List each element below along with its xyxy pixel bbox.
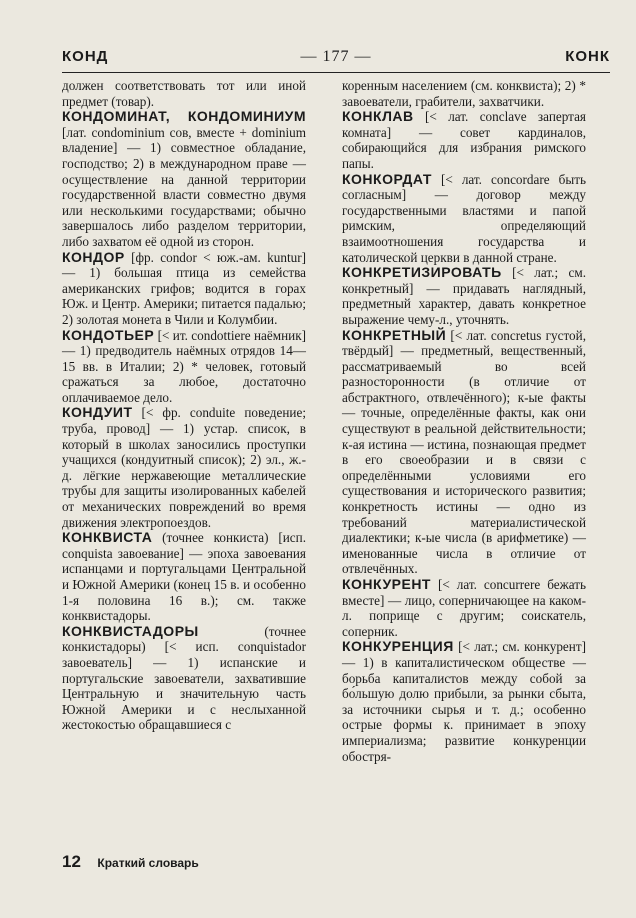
page-header [62,48,610,74]
entry-headword: КОНДОТЬЕР [62,326,155,343]
dictionary-entry [342,639,586,764]
entry-definition: [< ит. condottiere наёмник] — 1) предводитель наёмных отрядов 14—15 вв. в Италии; 2) * человек, готовый сражаться за любое, достаточно оплачиваемое дело. [62,327,306,405]
dictionary-entry [62,78,306,109]
entry-definition: (точнее конкиста) [исп. conquista завоевание] — эпоха завоевания испанцами и португальцами Центральной и Южной Америки (конец 15 в. и особенно 1-я половина 16 в.); см. также конквистадоры. [62,530,306,624]
dictionary-entry [62,109,306,249]
entry-definition: (точнее конкистадоры) [< исп. conquistador завоеватель] — 1) испанские и португальские завоеватели, захватившие Центральную и значительную часть Южной Америки и с неслыханной жестокостью обращавшиеся с [62,623,306,733]
dictionary-entry [342,109,586,171]
entry-definition: [< лат. concurrere бежать вместе] — лицо, соперничающее на каком-л. поприще с другим; соискатель, соперник. [342,577,586,639]
entry-headword: КОНДУИТ [62,404,133,421]
entry-headword: КОНКЛАВ [342,108,414,125]
entry-definition: [< лат.; см. конкретный] — придавать наглядный, предметный характер, давать конкретное выражение чему-л., уточнять. [342,265,587,327]
entry-definition: [< лат.; см. конкурент] — 1) в капиталистическом обществе — борьба капиталистов между собой за бо́льшую долю прибыли, за рынки сбыта, за источники сырья и т. д.; особенно острые формы к. принимает в эпоху империализма; развитие конкуренции обостря- [342,639,586,764]
dictionary-entry [342,172,586,266]
header-left-guideword: КОНД [62,48,109,65]
entry-headword: КОНКРЕТНЫЙ [342,326,447,343]
footer-book-title: Краткий словарь [97,856,199,870]
header-rule [62,72,610,73]
header-right-guideword: КОНК [565,48,610,65]
entry-definition: [< лат. conclave запертая комната] — совет кардиналов, собирающийся для избрания римского папы. [342,109,586,171]
entry-definition: [< фр. conduite поведение; труба, провод] — 1) устар. список, в который в школах заносились проступки учащихся (кондуитный список); 2) эл., ж.-д. лёгкие нержавеющие металлические трубы для защиты изолированных кабелей от механических повреждений во время движения электропоездов. [62,405,306,530]
dictionary-entry [62,530,306,624]
entry-definition: [лат. condominium сов, вместе + dominium владение] — 1) совместное обладание, господство; 2) в международном праве — осуществление на данной территории государственной власти совместно двумя или несколькими государствами; обычно завершалось либо разделом территории, либо захватом её одной из сторон. [62,124,306,249]
entry-headword: КОНКОРДАТ [342,170,432,187]
entry-definition: должен соответствовать тот или иной предмет (товар). [62,78,306,109]
dictionary-entry [342,328,586,578]
entry-definition: [< лат. concordare быть согласным] — договор между государственными властями и папой римским, определяющий взаимоотношения государства и католической церкви в данной стране. [342,171,586,265]
entry-headword: КОНКУРЕНЦИЯ [342,638,454,655]
dictionary-entry [62,405,306,530]
footer-page-number: 12 [62,852,81,871]
entry-headword: КОНКРЕТИЗИРОВАТЬ [342,264,502,281]
dictionary-entry [342,78,586,109]
dictionary-entry [62,624,306,733]
left-column [62,78,306,733]
entry-definition: [< лат. concretus густой, твёрдый] — предметный, вещественный, рассматриваемый во всей разносторонности (в отличие от абстрактного, отвлечённого); к-ые факты — точные, определённые факты, как они существуют в реальной действительности; к-ая истина — истина, познающая предмет в его своеобразии и в связи с определёнными условиями его существования и исторического развития; конкретность истины — одно из требований материалистической диалектики; к-ые числа (в арифметике) — именованные числа в отличие от отвлечённых. [342,327,586,577]
entry-headword: КОНКВИСТА [62,529,153,546]
entry-definition: [фр. condor < юж.-ам. kuntur] — 1) большая птица из семейства американских грифов; водится в горах Юж. и Центр. Америки; питается падалью; 2) золотая монета в Чили и Колумбии. [62,249,306,327]
dictionary-entry [342,577,586,639]
entry-headword: КОНДОР [62,248,125,265]
right-column [342,78,586,764]
entry-headword: КОНКУРЕНТ [342,576,431,592]
entry-headword: КОНКВИСТАДОРЫ [62,622,199,639]
entry-headword: КОНДОМИНАТ, КОНДОМИНИУМ [62,108,306,125]
page-footer [62,852,199,872]
dictionary-entry [62,328,306,406]
entry-definition: коренным населением (см. конквиста); 2) * завоеватели, грабители, захватчики. [342,78,586,109]
dictionary-entry [62,250,306,328]
header-page-number: — 177 — [300,48,372,65]
dictionary-entry [342,265,586,327]
